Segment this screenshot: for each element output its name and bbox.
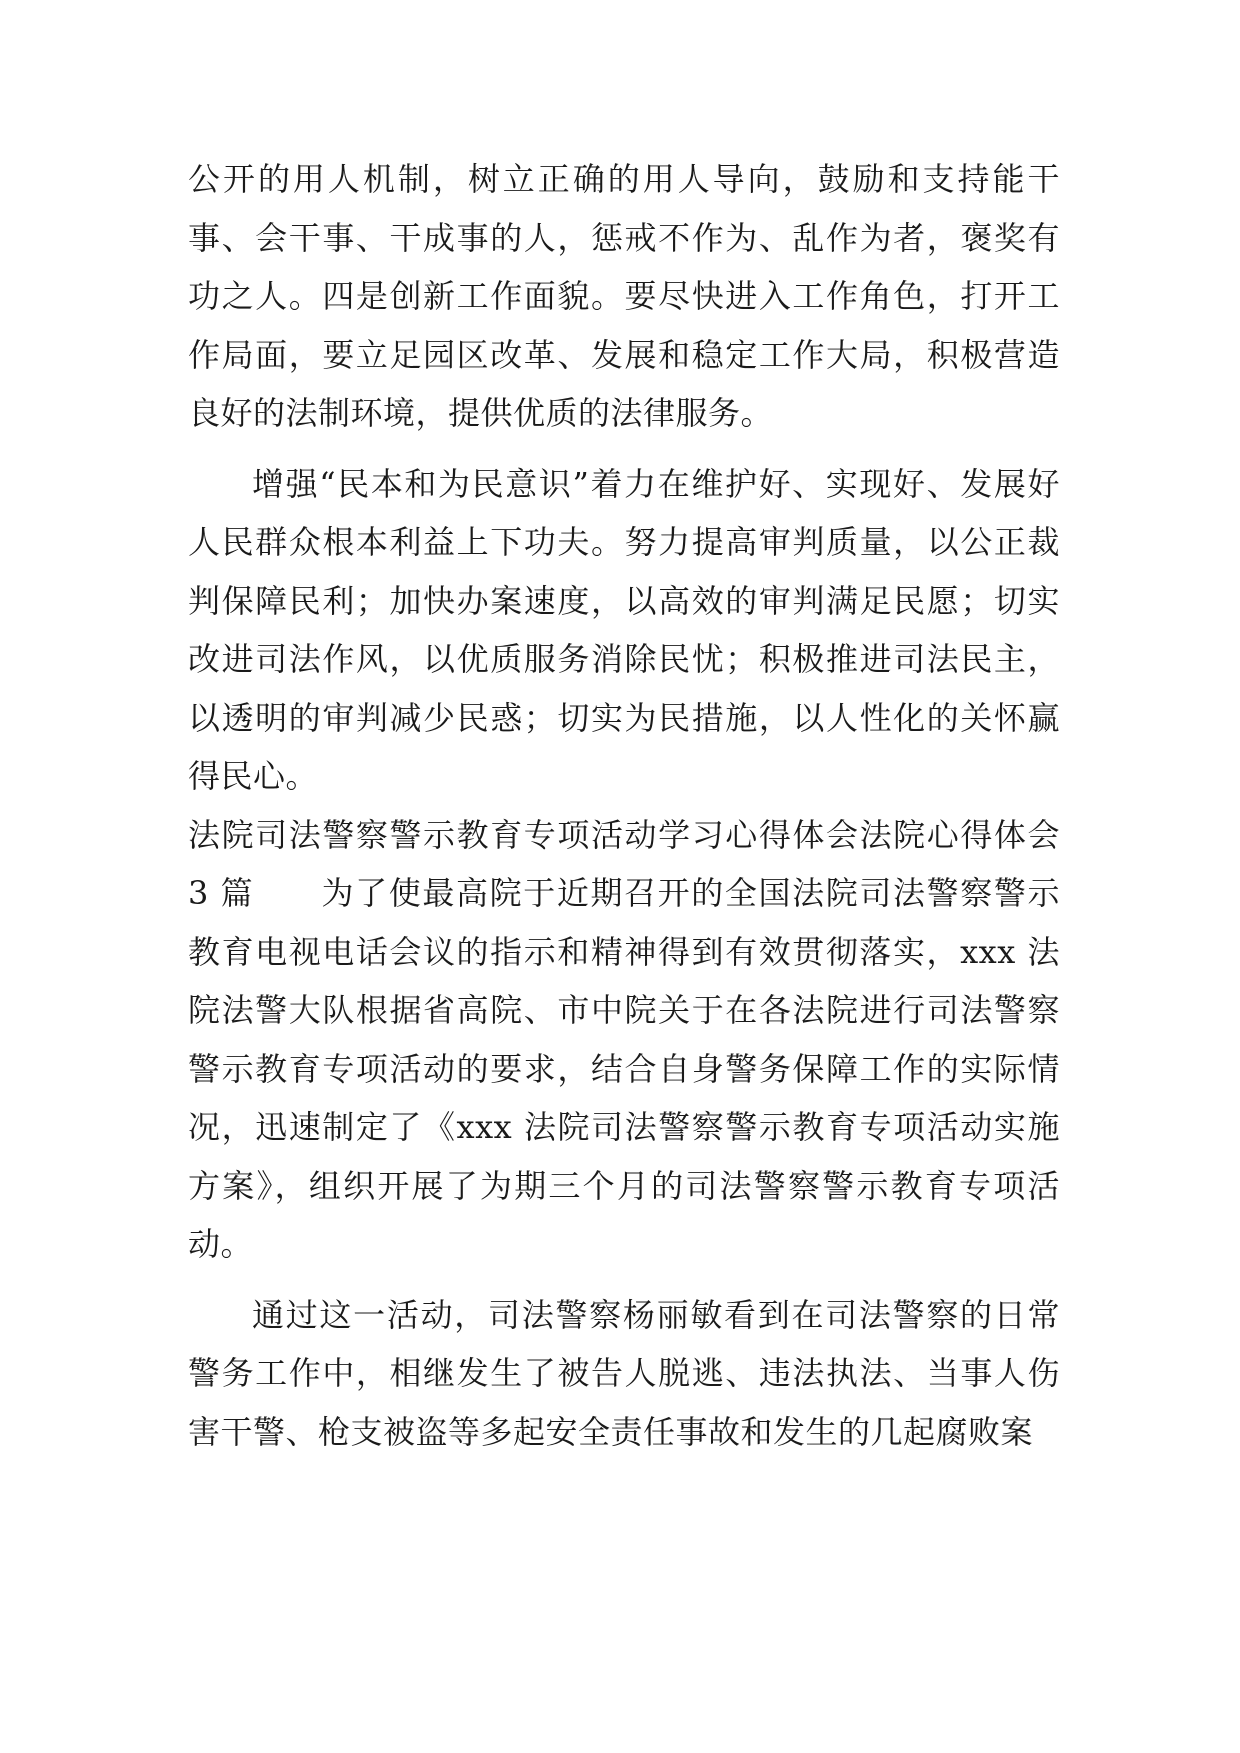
paragraph-4: 通过这一活动，司法警察杨丽敏看到在司法警察的日常警务工作中，相继发生了被告人脱逃、违法执法、当事人伤害干警、枪支被盗等多起安全责任事故和发生的几起腐败案 — [188, 1295, 1060, 1451]
document-body — [188, 150, 1060, 1461]
paragraph-3: 法院司法警察警示教育专项活动学习心得体会法院心得体会 3 篇 为了使最高院于近期召开的全国法院司法警察警示教育电视电话会议的指示和精神得到有效贯彻落实，xxx 法院法警大队根据省高院、市中院关于在各法院进行司法警察警示教育专项活动的要求，结合自身警务保障工作的实际情况，迅速制定了《xxx 法院司法警察警示教育专项活动实施方案》，组织开展了为期三个月的司法警察警示教育专项活动。 — [188, 815, 1060, 1263]
paragraph-2: 增强“民本和为民意识”着力在维护好、实现好、发展好人民群众根本利益上下功夫。努力提高审判质量，以公正裁判保障民利；加快办案速度，以高效的审判满足民愿；切实改进司法作风，以优质服务消除民忧；积极推进司法民主，以透明的审判减少民惑；切实为民措施，以人性化的关怀赢得民心。 — [188, 464, 1060, 795]
paragraph-1: 公开的用人机制，树立正确的用人导向，鼓励和支持能干事、会干事、干成事的人，惩戒不作为、乱作为者，褒奖有功之人。四是创新工作面貌。要尽快进入工作角色，打开工作局面，要立足园区改革、发展和稳定工作大局，积极营造良好的法制环境，提供优质的法律服务。 — [188, 160, 1060, 432]
